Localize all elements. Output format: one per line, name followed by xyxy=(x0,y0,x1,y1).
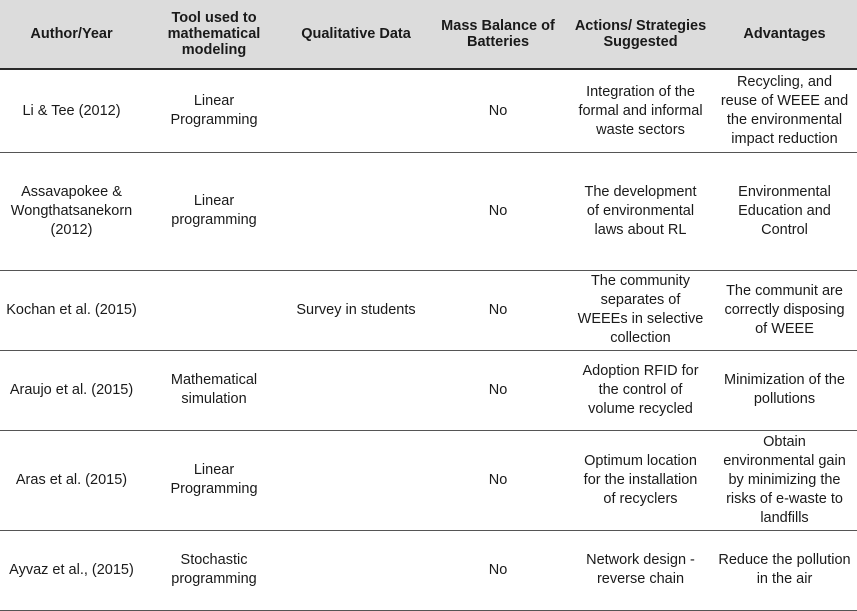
header-label: Author/Year xyxy=(30,26,113,42)
actions-cell xyxy=(569,270,712,350)
cell-text: Obtain environmental gain by minimizing the risks of e-waste to landfills xyxy=(723,433,846,526)
tool-cell xyxy=(143,430,285,530)
cell-text: Ayvaz et al., (2015) xyxy=(9,561,134,578)
cell-text: Kochan et al. (2015) xyxy=(6,301,137,318)
table-row xyxy=(0,350,857,431)
tool-cell xyxy=(143,270,285,350)
cell-text: Aras et al. (2015) xyxy=(15,471,128,488)
header-author-year xyxy=(0,0,143,68)
cell-text: Minimization of the pollutions xyxy=(724,372,845,407)
advantages-cell xyxy=(712,350,857,430)
header-advantages xyxy=(712,0,857,68)
table-row xyxy=(0,430,857,531)
cell-text: The communit are correctly disposing of WEEE xyxy=(724,282,845,337)
cell-text: Araujo et al. (2015) xyxy=(9,381,134,398)
advantages-cell xyxy=(712,270,857,350)
cell-text: Survey in students xyxy=(296,301,416,318)
tool-cell xyxy=(143,152,285,270)
tool-cell xyxy=(143,350,285,430)
author-year-cell xyxy=(0,70,143,152)
cell-text: Assavapokee & Wongthatsanekorn (2012) xyxy=(10,183,133,238)
mass-balance-cell xyxy=(427,430,569,530)
cell-text: The community separates of WEEEs in selective collection xyxy=(577,273,704,346)
header-tool xyxy=(143,0,285,68)
tool-cell xyxy=(143,530,285,610)
header-label: Actions/ Strategies Suggested xyxy=(574,18,707,50)
cell-text: Mathematical simulation xyxy=(170,372,258,407)
qualitative-data-cell xyxy=(285,430,427,530)
mass-balance-cell xyxy=(427,70,569,152)
cell-text: No xyxy=(488,561,508,578)
cell-text: Linear Programming xyxy=(170,93,258,128)
advantages-cell xyxy=(712,530,857,610)
actions-cell xyxy=(569,152,712,270)
cell-text: Stochastic programming xyxy=(171,552,257,587)
qualitative-data-cell xyxy=(285,152,427,270)
author-year-cell xyxy=(0,530,143,610)
cell-text: No xyxy=(488,301,508,318)
author-year-cell xyxy=(0,152,143,270)
table-row xyxy=(0,152,857,271)
actions-cell xyxy=(569,350,712,430)
qualitative-data-cell xyxy=(285,70,427,152)
cell-text: The development of environmental laws about RL xyxy=(584,183,697,238)
header-label: Advantages xyxy=(743,26,826,42)
table-row xyxy=(0,70,857,153)
header-qualitative-data xyxy=(285,0,427,68)
cell-text: Linear Programming xyxy=(170,462,258,497)
header-mass-balance xyxy=(427,0,569,68)
author-year-cell xyxy=(0,270,143,350)
cell-text: Network design - reverse chain xyxy=(586,552,695,587)
qualitative-data-cell xyxy=(285,270,427,350)
qualitative-data-cell xyxy=(285,530,427,610)
cell-text: Environmental Education and Control xyxy=(738,183,831,238)
qualitative-data-cell xyxy=(285,350,427,430)
mass-balance-cell xyxy=(427,152,569,270)
mass-balance-cell xyxy=(427,270,569,350)
header-label: Tool used to mathematical modeling xyxy=(167,10,261,58)
tool-cell xyxy=(143,70,285,152)
cell-text: Linear programming xyxy=(171,193,257,228)
advantages-cell xyxy=(712,430,857,530)
header-actions xyxy=(569,0,712,68)
cell-text: No xyxy=(488,471,508,488)
table-row xyxy=(0,270,857,351)
mass-balance-cell xyxy=(427,530,569,610)
actions-cell xyxy=(569,530,712,610)
author-year-cell xyxy=(0,350,143,430)
cell-text: Adoption RFID for the control of volume recycled xyxy=(582,362,699,417)
cell-text: Optimum location for the installation of recyclers xyxy=(583,452,698,507)
actions-cell xyxy=(569,430,712,530)
cell-text: Integration of the formal and informal waste sectors xyxy=(578,83,703,138)
header-label: Qualitative Data xyxy=(301,26,411,42)
cell-text: No xyxy=(488,102,508,119)
cell-text: Reduce the pollution in the air xyxy=(718,552,851,587)
table-row xyxy=(0,530,857,611)
advantages-cell xyxy=(712,70,857,152)
cell-text: Li & Tee (2012) xyxy=(22,102,121,119)
table-header xyxy=(0,0,857,70)
mass-balance-cell xyxy=(427,350,569,430)
author-year-cell xyxy=(0,430,143,530)
actions-cell xyxy=(569,70,712,152)
cell-text: No xyxy=(488,381,508,398)
header-label: Mass Balance of Batteries xyxy=(441,18,555,50)
cell-text: Recycling, and reuse of WEEE and the environmental impact reduction xyxy=(720,74,849,147)
advantages-cell xyxy=(712,152,857,270)
cell-text: No xyxy=(488,202,508,219)
